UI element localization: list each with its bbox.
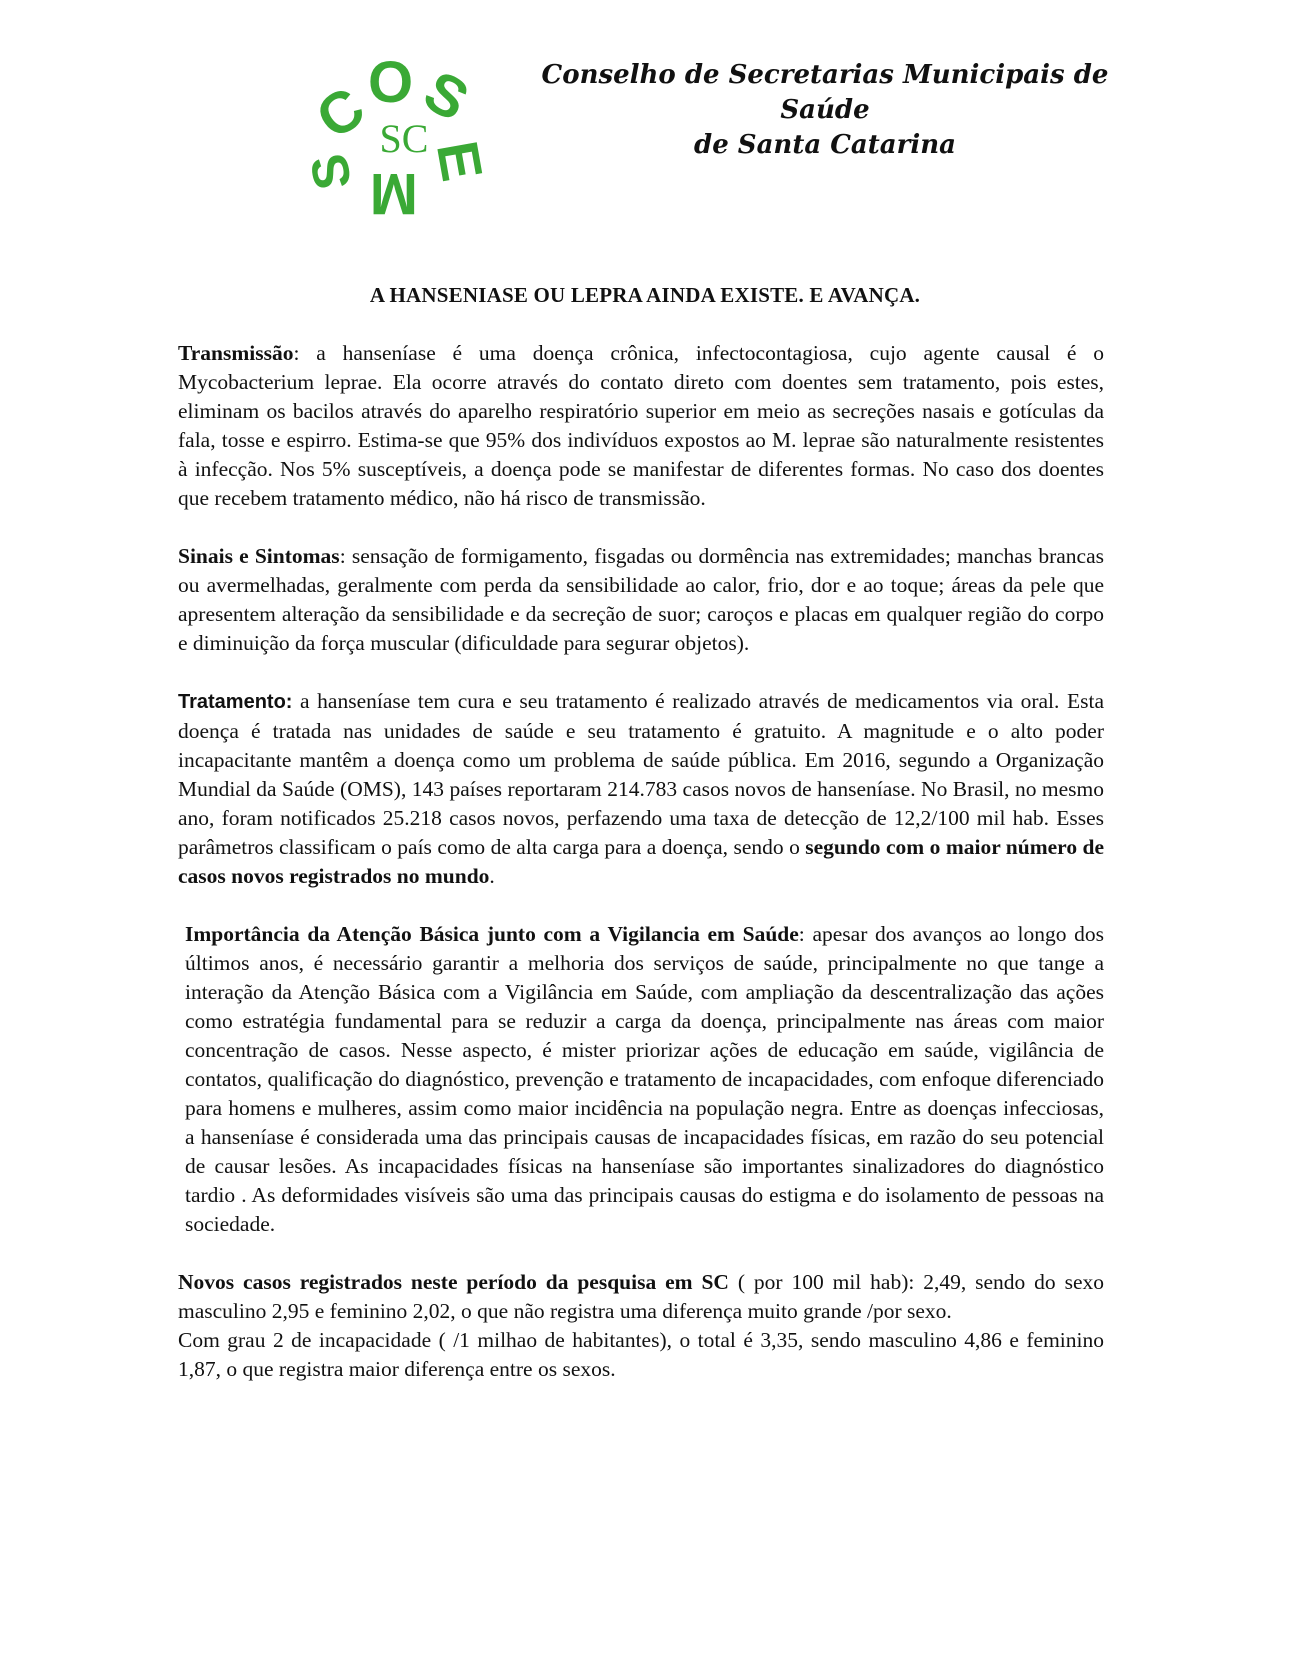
- section-sinais-sintomas: [178, 542, 1104, 658]
- svg-text:S: S: [413, 58, 480, 134]
- document-body: [178, 339, 1104, 1384]
- organization-title: [505, 58, 1145, 163]
- section-text: : apesar dos avanços ao longo dos últimos anos, é necessário garantir a melhoria dos serviços de saúde, principalmente no que tange a interação da Atenção Básica com a Vigilância em Saúde, com ampliação da descentralização das ações como estratégia fundamental para se reduzir a carga da doença, principalmente nas áreas com maior concentração de casos. Nesse aspecto, é mister priorizar ações de educação em saúde, vigilância de contatos, qualificação do diagnóstico, prevenção e tratamento de incapacidades, com enfoque diferenciado para homens e mulheres, assim como maior incidência na população negra. Entre as doenças infecciosas, a hanseníase é considerada uma das principais causas de incapacidades físicas, em razão do seu potencial de causar lesões. As incapacidades físicas na hanseníase são importantes sinalizadores do diagnóstico tardio . As deformidades visíveis são uma das principais causas do estigma e do isolamento de pessoas na sociedade.: [185, 922, 1105, 1236]
- section-lead: Sinais e Sintomas: [178, 544, 340, 568]
- org-title-line-3: de Santa Catarina: [694, 130, 956, 160]
- svg-text:SC: SC: [379, 116, 429, 161]
- section-lead: Novos casos registrados neste período da pesquisa em SC: [178, 1270, 729, 1294]
- svg-text:O: O: [368, 50, 414, 115]
- section-lead: Transmissão: [178, 341, 294, 365]
- section-grau2: [178, 1326, 1104, 1384]
- org-title-line-1: Conselho de Secretarias Municipais de: [541, 60, 1109, 90]
- section-novos-casos: [178, 1268, 1104, 1326]
- section-text: Com grau 2 de incapacidade ( /1 milhao de habitantes), o total é 3,35, sendo masculino 4,86 e feminino 1,87, o que registra maior diferença entre os sexos.: [178, 1328, 1104, 1381]
- svg-text:C: C: [304, 74, 377, 152]
- section-text: : a hanseníase é uma doença crônica, infectocontagiosa, cujo agente causal é o Mycobacterium leprae. Ela ocorre através do contato direto com doentes sem tratamento, pois estes, eliminam os bacilos através do aparelho respiratório superior em meio as secreções nasais e gotículas da fala, tosse e espirro. Estima-se que 95% dos indivíduos expostos ao M. leprae são naturalmente resistentes à infecção. Nos 5% susceptíveis, a doença pode se manifestar de diferentes formas. No caso dos doentes que recebem tratamento médico, não há risco de transmissão.: [178, 341, 1104, 510]
- section-lead: Importância da Atenção Básica junto com a Vigilancia em Saúde: [185, 922, 799, 946]
- section-text: : sensação de formigamento, fisgadas ou dormência nas extremidades; manchas brancas ou avermelhadas, geralmente com perda da sensibilidade ao calor, frio, dor e ao toque; áreas da pele que apresentem alteração da sensibilidade e da secreção de suor; caroços e placas em qualquer região do corpo e diminuição da força muscular (dificuldade para segurar objetos).: [178, 544, 1104, 655]
- section-lead: Tratamento:: [178, 691, 293, 713]
- svg-text:S: S: [300, 149, 364, 194]
- org-title-line-2: Saúde: [780, 95, 870, 125]
- section-emphasis: segundo com o maior número de casos novos registrados no mundo: [178, 835, 1105, 888]
- document-title: A HANSENIASE OU LEPRA AINDA EXISTE. E AVANÇA.: [369, 283, 921, 307]
- section-tail: .: [489, 864, 495, 888]
- section-text: ( por 100 mil hab): 2,49, sendo do sexo masculino 2,95 e feminino 2,02, o que não registra uma diferença muito grande /por sexo.: [178, 1270, 1104, 1323]
- section-tratamento: [178, 687, 1104, 891]
- svg-text:M: M: [369, 161, 418, 226]
- section-text: a hanseníase tem cura e seu tratamento é realizado através de medicamentos via oral. Esta doença é tratada nas unidades de saúde e seu tratamento é gratuito. A magnitude e o alto poder incapacitante mantêm a doença como um problema de saúde pública. Em 2016, segundo a Organização Mundial da Saúde (OMS), 143 países reportaram 214.783 casos novos de hanseníase. No Brasil, no mesmo ano, foram notificados 25.218 casos novos, perfazendo uma taxa de detecção de 12,2/100 mil hab. Esses parâmetros classificam o país como de alta carga para a doença, sendo o: [178, 689, 1104, 859]
- section-transmissao: [178, 339, 1104, 513]
- cosems-sc-logo: [300, 50, 495, 226]
- svg-text:E: E: [423, 136, 495, 186]
- section-importancia: [178, 920, 1104, 1239]
